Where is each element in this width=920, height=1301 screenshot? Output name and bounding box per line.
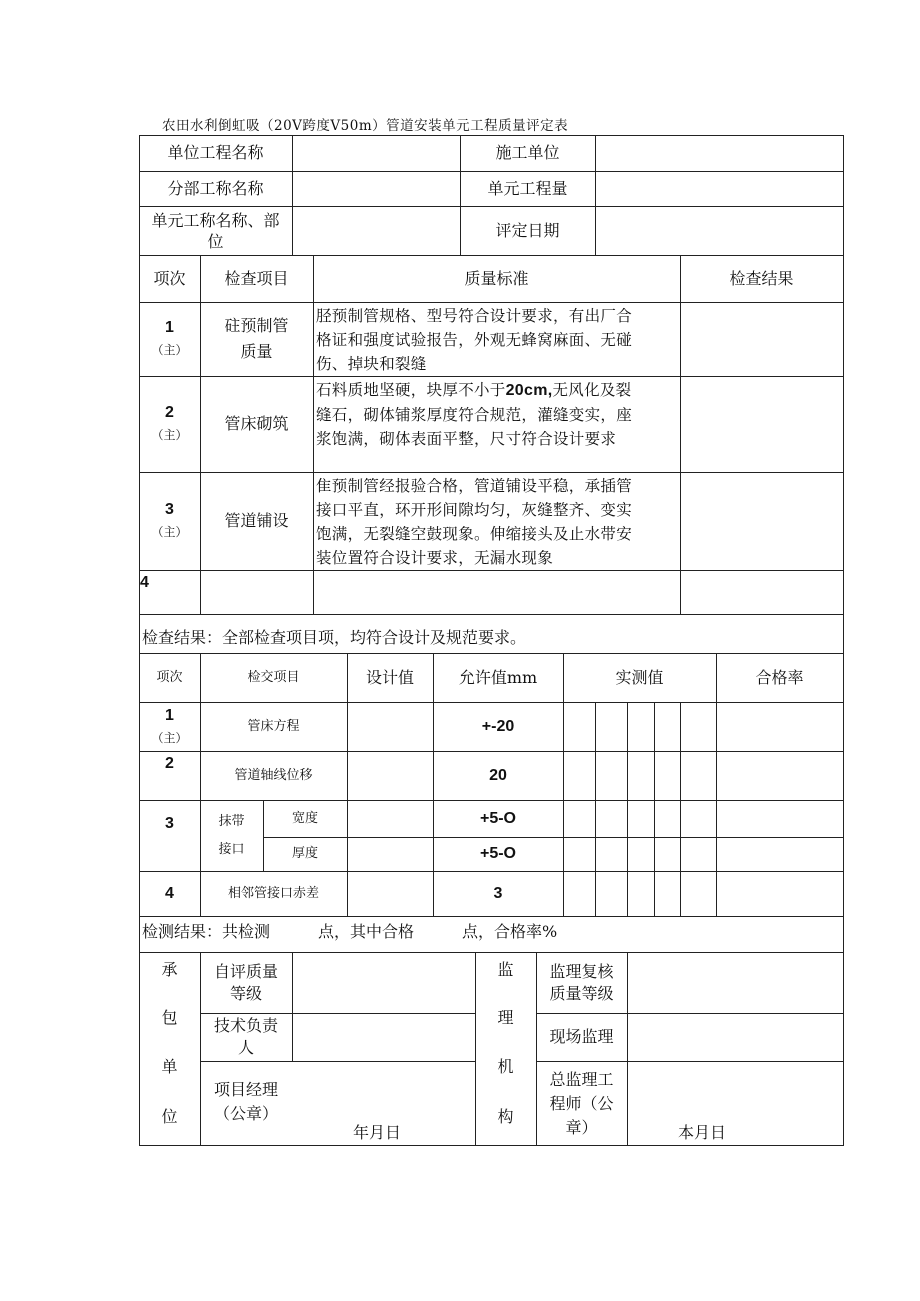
meas-row-3a-allow: +5-O (479, 809, 516, 827)
meas-row-4-allow: 3 (493, 884, 503, 902)
meas-col-measured: 实测值 (615, 667, 664, 687)
self-grade-label: 自评质量 等级 (213, 961, 278, 1003)
unit-quantity-label: 单元工程量 (487, 178, 568, 198)
measurement-summary: 检测结果：共检测 点，其中合格 点，合格率% (142, 922, 558, 941)
unit-project-field[interactable] (292, 135, 460, 171)
contractor-label: 施工单位 (495, 143, 560, 162)
eval-date-field[interactable] (595, 206, 843, 255)
meas-col-item: 检交项目 (247, 669, 300, 685)
contractor-field[interactable] (595, 135, 843, 171)
inspection-row-1-standard: 胫预制管规格、型号符合设计要求，有出厂合 格证和强度试验报告，外观无蜂窝麻面、无碰 伤、掉块和裂缝 (316, 307, 633, 373)
meas-row-2-item: 管道轴线位移 (234, 767, 313, 783)
col-item: 检查项目 (224, 268, 289, 288)
meas-row-2-no: 2 (165, 755, 174, 772)
inspection-row-4-standard[interactable] (313, 570, 680, 614)
meas-col-allow: 允许值mm (458, 667, 538, 687)
inspection-row-1-item: 砫预制管 质量 (224, 316, 289, 361)
division-field[interactable] (292, 171, 460, 206)
meas-col-rate: 合格率 (755, 667, 804, 687)
meas-col-item-no: 项次 (156, 669, 183, 685)
review-grade-label: 监理复核 质量等级 (549, 961, 614, 1003)
inspection-row-3-result[interactable] (680, 472, 843, 570)
document-title: 农田水利倒虹吸（20V跨度V50m）管道安装单元工程质量评定表 (162, 118, 569, 134)
division-label: 分部工称名称 (167, 178, 264, 198)
inspection-row-3-standard: 隹预制管经报验合格，管道铺设平稳，承插管 接口平直，环开形间隙均匀，灰缝整齐、变实 饱满，无裂缝空鼓现象。伸缩接头及止水带安 装位置符合设计要求，无漏水现象 (316, 477, 633, 567)
inspection-row-2-standard: 石料质地坚硬，块厚不小于20cm,无风化及裂 缝石，砌体铺浆厚度符合规范，灌缝变实，座 浆饱满，砌体表面平整，尺寸符合设计要求 (316, 381, 633, 448)
inspection-summary: 检查结果：全部检查项目项，均符合设计及规范要求。 (142, 628, 527, 647)
supervisor-column: 监 理 机 构 (497, 960, 514, 1126)
meas-row-4-no: 4 (165, 884, 174, 902)
date-left: 年月日 (352, 1123, 401, 1142)
meas-row-1-allow: +-20 (481, 717, 515, 735)
inspection-row-2-no: 2 （主） (151, 404, 188, 442)
meas-row-2-allow: 20 (489, 766, 507, 784)
chief-supervisor-label: 总监理工 程师（公 章） (549, 1070, 614, 1137)
meas-col-design: 设计值 (365, 667, 414, 687)
meas-row-3b-item: 厚度 (291, 846, 318, 861)
meas-row-3-no: 3 (165, 815, 174, 832)
inspection-row-3-no: 3 （主） (151, 501, 188, 539)
inspection-row-3-item: 管道铺设 (224, 511, 289, 530)
tech-lead-field[interactable] (292, 1013, 475, 1061)
inspection-row-1-result[interactable] (680, 302, 843, 376)
col-item-no: 项次 (153, 268, 186, 288)
site-supervisor-field[interactable] (627, 1013, 843, 1061)
col-standard: 质量标准 (464, 268, 529, 288)
inspection-row-2-item: 管床砌筑 (224, 414, 289, 433)
meas-row-3a-item: 宽度 (291, 810, 318, 826)
eval-date-label: 评定日期 (495, 220, 560, 240)
unit-quantity-field[interactable] (595, 171, 843, 206)
inspection-row-1-no: 1 （主） (151, 319, 188, 357)
unit-project-label: 单位工程名称 (167, 143, 264, 162)
col-result: 检查结果 (729, 268, 794, 288)
inspection-row-4-no: 4 (140, 574, 149, 591)
inspection-row-4-result[interactable] (680, 570, 843, 614)
self-grade-field[interactable] (292, 952, 475, 1013)
review-grade-field[interactable] (627, 952, 843, 1013)
meas-row-3-group: 抹带 接口 (218, 813, 245, 857)
date-right: 本月日 (677, 1123, 726, 1142)
meas-row-3b-allow: +5-O (479, 845, 516, 862)
meas-row-1-item: 管床方程 (247, 718, 300, 734)
tech-lead-label: 技术负责 人 (213, 1016, 278, 1057)
site-supervisor-label: 现场监理 (549, 1027, 614, 1046)
inspection-row-4-item[interactable] (200, 570, 313, 614)
contractor-column: 承 包 单 位 (161, 960, 178, 1126)
meas-row-1-no: 1 （主） (151, 706, 188, 745)
unit-name-label: 单元工称名称、部 位 (151, 210, 280, 251)
pm-label: 项目经理 （公章） (213, 1080, 278, 1123)
inspection-row-2-result[interactable] (680, 376, 843, 472)
meas-row-4-item: 相邻管接口赤差 (227, 885, 319, 901)
unit-name-field[interactable] (292, 206, 460, 255)
